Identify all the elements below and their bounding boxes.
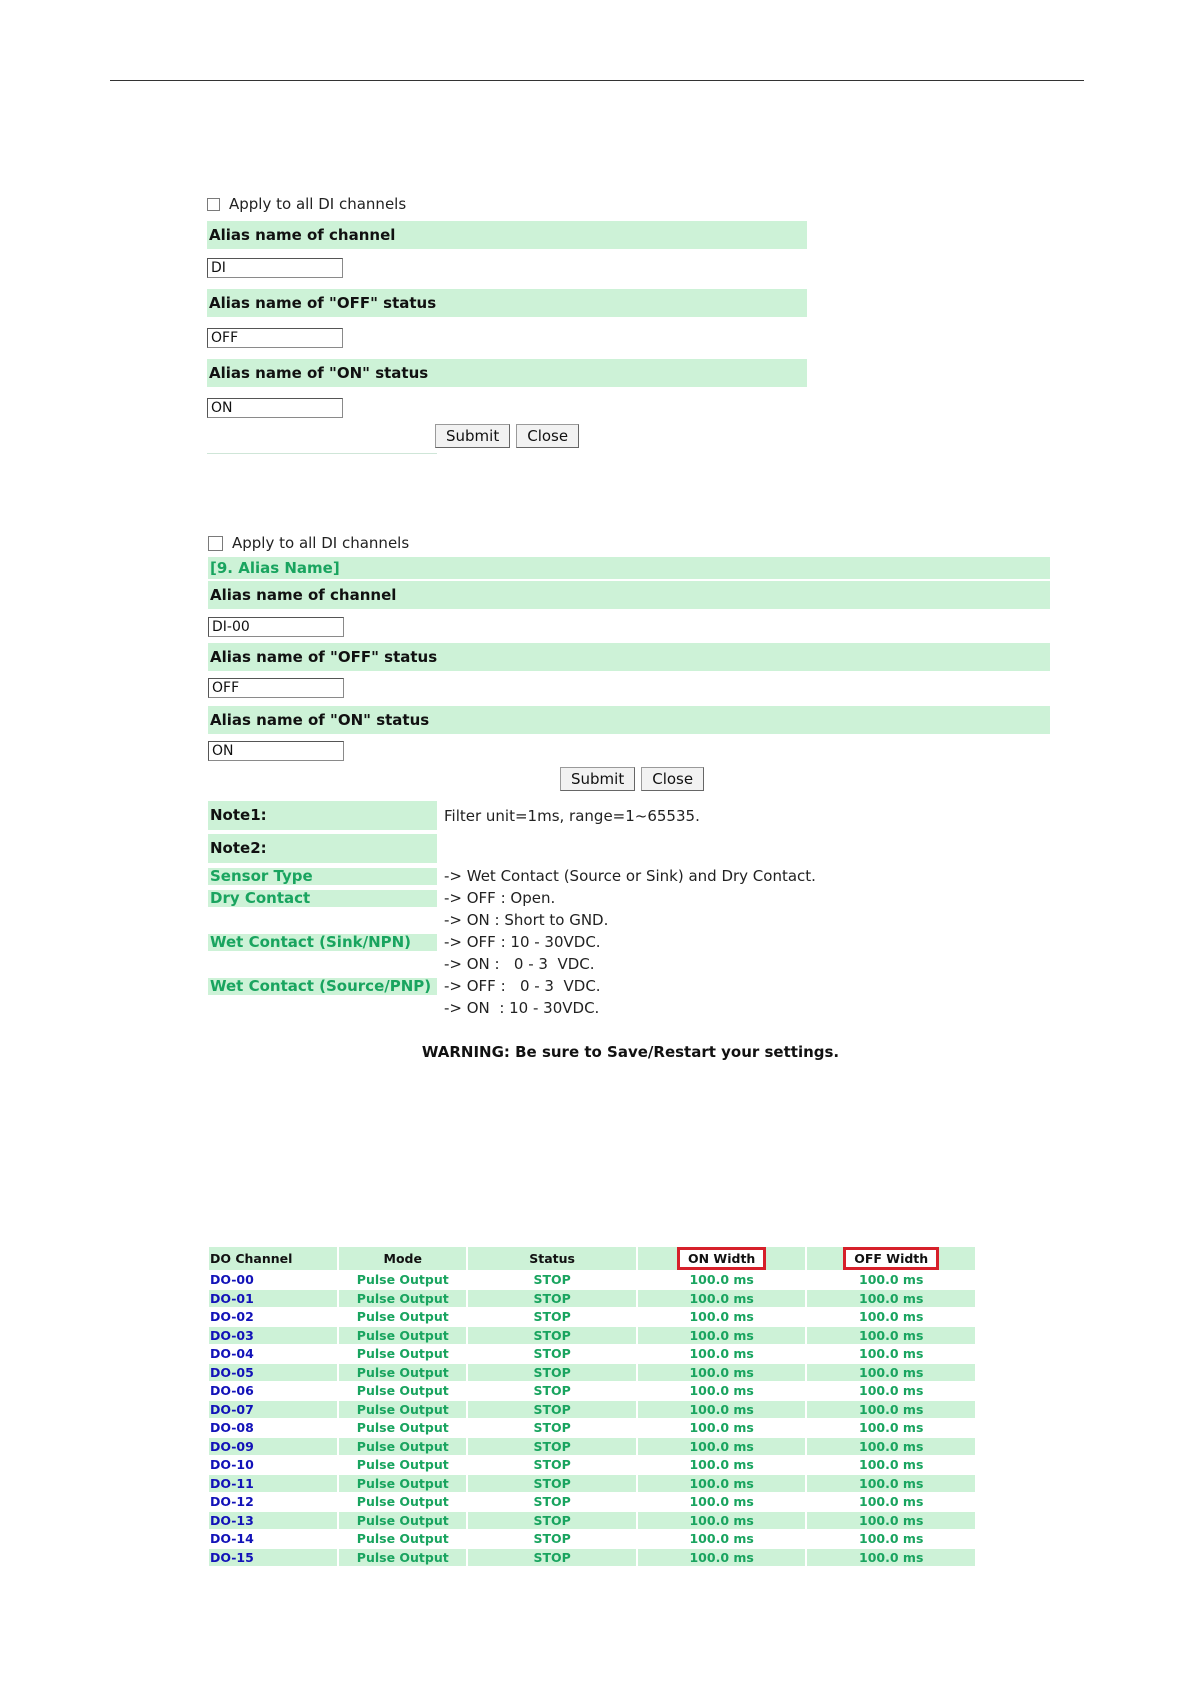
mode-cell: Pulse Output xyxy=(356,1457,449,1473)
mode-cell: Pulse Output xyxy=(339,1475,466,1493)
sensor-row xyxy=(208,931,988,953)
do-channel-cell[interactable]: DO-08 xyxy=(210,1420,254,1436)
close-button[interactable]: Close xyxy=(641,767,704,791)
off-width-cell: 100.0 ms xyxy=(807,1438,975,1456)
mode-cell: Pulse Output xyxy=(356,1383,449,1399)
channel-alias-label: Alias name of channel xyxy=(208,581,1050,609)
col-header-off-width xyxy=(807,1247,975,1270)
status-cell: STOP xyxy=(533,1346,571,1362)
off-width-cell: 100.0 ms xyxy=(807,1475,975,1493)
status-cell: STOP xyxy=(468,1549,636,1567)
apply-all-checkbox[interactable] xyxy=(208,536,223,551)
sensor-row xyxy=(208,887,988,909)
on-width-cell: 100.0 ms xyxy=(689,1309,754,1325)
note2-label: Note2: xyxy=(208,834,437,863)
table-row[interactable] xyxy=(209,1438,975,1456)
do-channel-cell[interactable]: DO-02 xyxy=(210,1309,254,1325)
note1-row xyxy=(208,801,988,830)
status-cell: STOP xyxy=(468,1364,636,1382)
on-width-cell: 100.0 ms xyxy=(689,1346,754,1362)
on-width-cell: 100.0 ms xyxy=(689,1383,754,1399)
sensor-label: Wet Contact (Sink/NPN) xyxy=(208,934,437,951)
do-channel-cell[interactable]: DO-06 xyxy=(210,1383,254,1399)
off-alias-label: Alias name of "OFF" status xyxy=(207,289,807,317)
sensor-label xyxy=(208,912,437,929)
off-alias-label: Alias name of "OFF" status xyxy=(208,643,1050,671)
table-row[interactable] xyxy=(209,1493,975,1511)
apply-all-label: Apply to all DI channels xyxy=(229,195,407,213)
status-cell: STOP xyxy=(533,1457,571,1473)
status-cell: STOP xyxy=(468,1438,636,1456)
do-channel-cell[interactable]: DO-11 xyxy=(209,1475,337,1493)
status-cell: STOP xyxy=(468,1290,636,1308)
status-cell: STOP xyxy=(533,1420,571,1436)
mode-cell: Pulse Output xyxy=(356,1309,449,1325)
mode-cell: Pulse Output xyxy=(356,1494,449,1510)
sensor-text: -> ON : 10 - 30VDC. xyxy=(444,999,600,1017)
sensor-text: -> OFF : Open. xyxy=(444,889,556,907)
sensor-row xyxy=(208,953,988,975)
on-alias-input[interactable] xyxy=(208,741,344,761)
table-row[interactable] xyxy=(209,1290,975,1308)
sensor-row xyxy=(208,997,988,1019)
mode-cell: Pulse Output xyxy=(339,1401,466,1419)
status-cell: STOP xyxy=(468,1512,636,1530)
alias-panel-1 xyxy=(207,193,807,454)
sensor-table xyxy=(208,865,988,1019)
on-width-cell: 100.0 ms xyxy=(638,1327,806,1345)
warning-text: WARNING: Be sure to Save/Restart your settings. xyxy=(421,1043,840,1061)
off-alias-input[interactable] xyxy=(208,678,344,698)
do-channel-cell[interactable]: DO-12 xyxy=(210,1494,254,1510)
apply-all-row xyxy=(207,193,807,215)
sensor-text: -> OFF : 0 - 3 VDC. xyxy=(444,977,601,995)
table-row[interactable] xyxy=(209,1475,975,1493)
sensor-row xyxy=(208,865,988,887)
sensor-label: Wet Contact (Source/PNP) xyxy=(208,978,437,995)
status-cell: STOP xyxy=(533,1494,571,1510)
channel-alias-label: Alias name of channel xyxy=(207,221,807,249)
table-row[interactable] xyxy=(209,1456,975,1474)
table-row[interactable] xyxy=(209,1327,975,1345)
on-width-cell: 100.0 ms xyxy=(638,1364,806,1382)
section-title: [9. Alias Name] xyxy=(208,557,1050,579)
mode-cell: Pulse Output xyxy=(339,1438,466,1456)
off-alias-input[interactable] xyxy=(207,328,343,348)
sensor-label: Dry Contact xyxy=(208,890,437,907)
table-header-row xyxy=(209,1247,975,1270)
status-cell: STOP xyxy=(468,1401,636,1419)
sensor-label xyxy=(208,1000,437,1017)
on-width-cell: 100.0 ms xyxy=(638,1475,806,1493)
on-alias-input[interactable] xyxy=(207,398,343,418)
note2-row xyxy=(208,834,988,863)
on-width-cell: 100.0 ms xyxy=(689,1457,754,1473)
on-width-cell: 100.0 ms xyxy=(689,1420,754,1436)
status-cell: STOP xyxy=(468,1327,636,1345)
on-width-cell: 100.0 ms xyxy=(689,1494,754,1510)
off-width-cell: 100.0 ms xyxy=(859,1420,924,1436)
table-row[interactable] xyxy=(209,1549,975,1567)
table-row[interactable] xyxy=(209,1419,975,1437)
sensor-text: -> ON : 0 - 3 VDC. xyxy=(444,955,595,973)
do-channel-cell[interactable]: DO-10 xyxy=(210,1457,254,1473)
off-width-cell: 100.0 ms xyxy=(859,1383,924,1399)
on-alias-label: Alias name of "ON" status xyxy=(207,359,807,387)
sensor-text: -> ON : Short to GND. xyxy=(444,911,609,929)
mode-cell: Pulse Output xyxy=(339,1290,466,1308)
off-width-cell: 100.0 ms xyxy=(807,1512,975,1530)
table-row[interactable] xyxy=(209,1512,975,1530)
off-width-cell: 100.0 ms xyxy=(807,1364,975,1382)
mode-cell: Pulse Output xyxy=(356,1346,449,1362)
on-width-cell: 100.0 ms xyxy=(638,1290,806,1308)
table-body xyxy=(209,1271,975,1566)
button-row xyxy=(435,424,807,448)
submit-button[interactable]: Submit xyxy=(560,767,635,791)
status-cell: STOP xyxy=(533,1272,571,1288)
channel-alias-input[interactable] xyxy=(207,258,343,278)
do-channel-cell[interactable]: DO-04 xyxy=(210,1346,254,1362)
button-row xyxy=(560,767,1050,791)
off-width-cell: 100.0 ms xyxy=(859,1457,924,1473)
off-width-highlight: OFF Width xyxy=(843,1247,939,1270)
on-width-highlight: ON Width xyxy=(677,1247,766,1270)
off-width-cell: 100.0 ms xyxy=(859,1346,924,1362)
apply-all-label: Apply to all DI channels xyxy=(232,534,410,552)
table-row[interactable] xyxy=(209,1364,975,1382)
col-header-on-width xyxy=(638,1247,806,1270)
do-channel-cell[interactable]: DO-15 xyxy=(209,1549,337,1567)
on-alias-label: Alias name of "ON" status xyxy=(208,706,1050,734)
mode-cell: Pulse Output xyxy=(356,1272,449,1288)
mode-cell: Pulse Output xyxy=(356,1531,449,1547)
off-width-cell: 100.0 ms xyxy=(807,1290,975,1308)
off-width-cell: 100.0 ms xyxy=(807,1401,975,1419)
table-row[interactable] xyxy=(209,1530,975,1548)
col-header-mode: Mode xyxy=(339,1247,466,1270)
off-width-cell: 100.0 ms xyxy=(859,1272,924,1288)
mode-cell: Pulse Output xyxy=(339,1364,466,1382)
off-width-cell: 100.0 ms xyxy=(859,1494,924,1510)
mode-cell: Pulse Output xyxy=(339,1512,466,1530)
do-channel-cell[interactable]: DO-01 xyxy=(209,1290,337,1308)
do-channel-cell[interactable]: DO-09 xyxy=(209,1438,337,1456)
apply-all-row xyxy=(208,532,1050,554)
sensor-label: Sensor Type xyxy=(208,868,437,885)
mode-cell: Pulse Output xyxy=(339,1549,466,1567)
sensor-row xyxy=(208,975,988,997)
status-cell: STOP xyxy=(533,1383,571,1399)
col-header-channel: DO Channel xyxy=(209,1247,337,1270)
off-width-cell: 100.0 ms xyxy=(807,1327,975,1345)
header-rule xyxy=(110,80,1084,81)
on-width-cell: 100.0 ms xyxy=(638,1438,806,1456)
status-cell: STOP xyxy=(533,1309,571,1325)
mode-cell: Pulse Output xyxy=(356,1420,449,1436)
do-channel-cell[interactable]: DO-13 xyxy=(209,1512,337,1530)
off-width-cell: 100.0 ms xyxy=(859,1531,924,1547)
mode-cell: Pulse Output xyxy=(339,1327,466,1345)
on-width-cell: 100.0 ms xyxy=(689,1531,754,1547)
sensor-label xyxy=(208,956,437,973)
on-width-cell: 100.0 ms xyxy=(638,1401,806,1419)
on-width-cell: 100.0 ms xyxy=(689,1272,754,1288)
on-width-cell: 100.0 ms xyxy=(638,1512,806,1530)
table-row[interactable] xyxy=(209,1382,975,1400)
close-button[interactable]: Close xyxy=(516,424,579,448)
off-width-cell: 100.0 ms xyxy=(807,1549,975,1567)
alias-panel-2 xyxy=(208,532,1050,791)
submit-button[interactable]: Submit xyxy=(435,424,510,448)
do-channel-table xyxy=(207,1246,977,1567)
table-row[interactable] xyxy=(209,1345,975,1363)
off-width-cell: 100.0 ms xyxy=(859,1309,924,1325)
col-header-status: Status xyxy=(468,1247,636,1270)
table-row[interactable] xyxy=(209,1271,975,1289)
note1-text: Filter unit=1ms, range=1~65535. xyxy=(444,806,700,825)
table-row[interactable] xyxy=(209,1308,975,1326)
do-channel-cell[interactable]: DO-14 xyxy=(210,1531,254,1547)
divider xyxy=(207,453,437,454)
sensor-row xyxy=(208,909,988,931)
status-cell: STOP xyxy=(533,1531,571,1547)
do-channel-cell[interactable]: DO-00 xyxy=(210,1272,254,1288)
on-width-cell: 100.0 ms xyxy=(638,1549,806,1567)
apply-all-checkbox[interactable] xyxy=(207,198,220,211)
sensor-text: -> OFF : 10 - 30VDC. xyxy=(444,933,601,951)
notes-section xyxy=(208,801,988,1019)
do-channel-cell[interactable]: DO-03 xyxy=(209,1327,337,1345)
do-channel-cell[interactable]: DO-05 xyxy=(209,1364,337,1382)
note1-label: Note1: xyxy=(208,801,437,830)
channel-alias-input[interactable] xyxy=(208,617,344,637)
status-cell: STOP xyxy=(468,1475,636,1493)
table-row[interactable] xyxy=(209,1401,975,1419)
do-channel-cell[interactable]: DO-07 xyxy=(209,1401,337,1419)
sensor-text: -> Wet Contact (Source or Sink) and Dry Contact. xyxy=(444,867,816,885)
